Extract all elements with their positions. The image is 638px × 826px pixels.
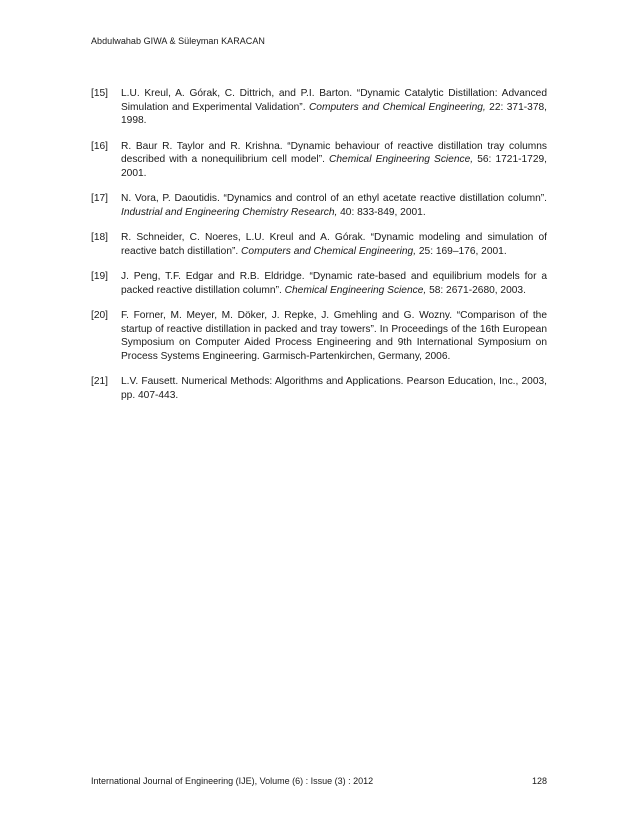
reference-text: L.U. Kreul, A. Górak, C. Dittrich, and P.I. Barton. “Dynamic Catalytic Distillation: Advanced Simulation and Experimental Validation”. Computers and Chemical Engineering, 22: 371-378, 1998. [121, 88, 547, 126]
journal-info: International Journal of Engineering (IJE), Volume (6) : Issue (3) : 2012 [91, 776, 374, 786]
page-footer [91, 776, 547, 786]
reference-number: [16] [91, 140, 108, 152]
reference-text: R. Baur R. Taylor and R. Krishna. “Dynamic behaviour of reactive distillation tray columns described with a nonequilibrium cell model”. Chemical Engineering Science, 56: 1721-1729, 2001. [121, 140, 548, 179]
reference-text: F. Forner, M. Meyer, M. Döker, J. Repke, J. Gmehling and G. Wozny. “Comparison of the startup of reactive distillation in packed and tray towers”. In Proceedings of the 16th European Symposium on Computer Aided Process Engineering and 9th International Symposium on Process Systems Engineering. Garmisch-Partenkirchen, Germany, 2006. [121, 310, 547, 362]
page-number: 128 [531, 776, 547, 786]
reference-number: [15] [91, 88, 108, 99]
journal-name: Computers and Chemical Engineering, [241, 245, 417, 257]
reference-item [91, 140, 547, 181]
reference-item [91, 270, 547, 297]
reference-number: [20] [91, 310, 108, 321]
reference-item [91, 192, 547, 219]
reference-list [91, 87, 547, 414]
reference-text: L.V. Fausett. Numerical Methods: Algorithms and Applications. Pearson Education, Inc., 2003, pp. 407-443. [121, 376, 547, 401]
reference-text: J. Peng, T.F. Edgar and R.B. Eldridge. “Dynamic rate-based and equilibrium models for a packed reactive distillation column”. Chemical Engineering Science, 58: 2671-2680, 2003. [121, 271, 547, 296]
journal-name: Chemical Engineering Science, [329, 154, 474, 165]
reference-number: [17] [91, 193, 108, 204]
reference-number: [18] [91, 232, 108, 243]
reference-number: [19] [91, 271, 108, 282]
journal-name: Industrial and Engineering Chemistry Research, [121, 206, 338, 218]
reference-item [91, 375, 547, 402]
reference-number: [21] [91, 376, 108, 387]
journal-name: Chemical Engineering Science, [284, 284, 427, 296]
reference-item [91, 87, 547, 128]
reference-item [91, 309, 547, 363]
running-header: Abdulwahab GIWA & Süleyman KARACAN [91, 36, 265, 46]
reference-text: R. Schneider, C. Noeres, L.U. Kreul and A. Górak. “Dynamic modeling and simulation of reactive batch distillation”. Computers and Chemical Engineering, 25: 169–176, 2001. [121, 232, 547, 257]
reference-text: N. Vora, P. Daoutidis. “Dynamics and control of an ethyl acetate reactive distillation column”. Industrial and Engineering Chemistry Research, 40: 833-849, 2001. [121, 193, 547, 218]
reference-item [91, 231, 547, 258]
journal-name: Computers and Chemical Engineering, [308, 101, 486, 113]
